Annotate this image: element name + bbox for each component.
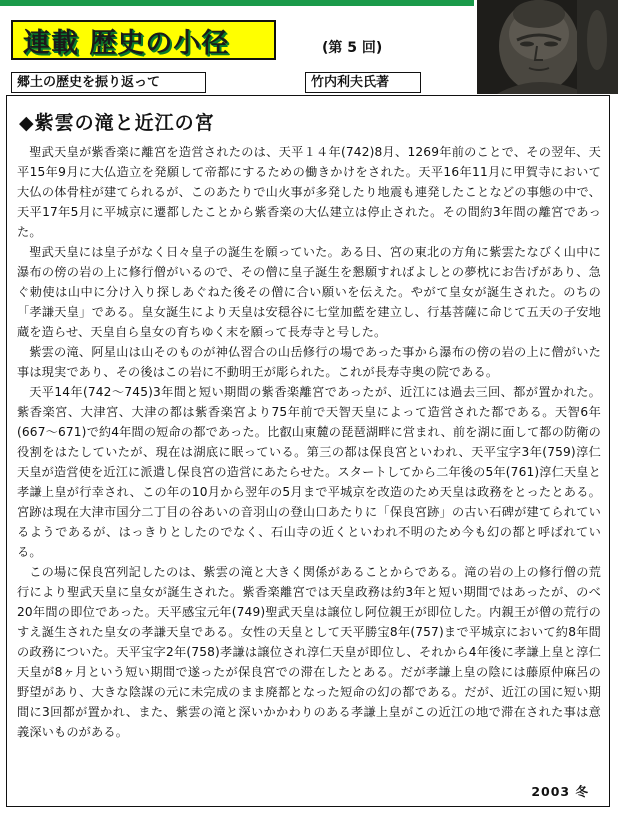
series-title-box [11, 20, 276, 60]
article-paragraph: 天平14年(742～745)3年間と短い期間の紫香楽離宮であったが、近江には過去三回、都が置かれた。紫香楽宮、大津宮、大津の都は紫香楽宮より75年前で天智天皇によって造営された都である。天智6年(667～671)で約4年間の短命の都であった。比叡山東麓の琵琶湖畔に営まれ、前を湖に面して都の防衛の役割をはたしていたが、現在は湖底に眠っている。第三の都は保良宮といわれ、天平宝字3年(759)淳仁天皇が造営使を近江に派遣し保良宮の造営にあたらせた。スタートしてから二年後の5年(761)淳仁天皇と孝謙上皇が行幸され、この年の10月から翌年の5月まで平城京を改造のため天皇は政務をとったとある。宮跡は現在大津市国分二丁目の谷あいの音羽山の登山口あたりに「保良宮跡」の古い石碑が建てられているようであるが、はっきりとしたのでなく、石山寺の近くといわれ不明のため今も幻の都と呼ばれている。 [17, 385, 601, 559]
article-paragraph: この場に保良宮列記したのは、紫雲の滝と大きく関係があることからである。滝の岩の上の修行僧の荒行により聖武天皇に皇女が誕生された。紫香楽離宮では天皇政務は約3年と短い期間ではあったが、のべ20年間の即位であった。天平感宝元年(749)聖武天皇は譲位し阿位親王が即位した。内親王が僧の荒行のすえ誕生された皇女の孝謙天皇である。女性の天皇として天平勝宝8年(757)まで平城京において約8年間の政務についた。天平宝字2年(758)孝謙は譲位され淳仁天皇が即位し、それから4年後に孝謙上皇と淳仁天皇が8ヶ月という短い期間で遂ったが保良宮での滞在したとある。だが孝謙上皇の陰には藤原仲麻呂の野望があり、大きな陰謀の元に未完成のまま廃都となった短命の幻の都である。だが、近江の国に短い期間に3回都が置かれ、また、紫雲の滝と深いかかわりのある孝謙上皇がこの近江の地で滞在された事は意義深いものがある。 [17, 565, 601, 739]
buddha-statue-icon [477, 0, 618, 94]
issue-number: (第 5 回) [322, 40, 383, 56]
article-body [17, 142, 601, 742]
article-frame [6, 95, 610, 807]
author-box [305, 72, 421, 93]
article-paragraph: 聖武天皇には皇子がなく日々皇子の誕生を願っていた。ある日、宮の東北の方角に紫雲たなびく山中に瀑布の傍の岩の上に修行僧がいるので、その僧に皇子誕生を懇願すればよしとの夢枕にお告げがあり、急ぐ勅使は山中に分け入り探しあぐねた後その僧に合い願いを伝えた。やがて皇女が誕生された。のちの「孝謙天皇」である。皇女誕生により天皇は安穏谷に七堂加藍を建立し、行基菩薩に命じて五天の子安地蔵を造らせ、天皇自ら皇女の育ちゆく末を願って長寿寺と号した。 [17, 245, 601, 339]
buddha-statue-photo [477, 0, 618, 94]
author-name: 竹内利夫氏著 [311, 75, 390, 90]
series-title: 連載 歴史の小径 [23, 27, 230, 59]
subtitle: 郷土の歴史を振り返って [17, 75, 161, 90]
top-green-rule [0, 0, 474, 6]
subtitle-box [11, 72, 206, 93]
article-paragraph: 聖武天皇が紫香楽に離宮を造営されたのは、天平１４年(742)8月、1269年前のことで、その翌年、天平15年9月に大仏造立を発願して帝都にするための働きかけをされた。天平16年11月に甲賀寺において大仏の体骨柱が建てられるが、このあたりで山火事が多発したり地震も連発したことなどの事態の中で、天平17年5月に平城京に遷都したことから紫香楽の大仏建立は停止された。その間約3年間の離宮であった。 [17, 145, 601, 239]
article-title: ◆紫雲の滝と近江の宮 [19, 112, 215, 134]
article-signoff: 2003 冬 [531, 784, 589, 799]
article-paragraph: 紫雲の滝、阿星山は山そのものが神仏習合の山岳修行の場であった事から瀑布の傍の岩の上に僧がいた事は現実であり、その後はこの岩に不動明王が彫られた。これが長寿寺奥の院である。 [17, 345, 601, 379]
